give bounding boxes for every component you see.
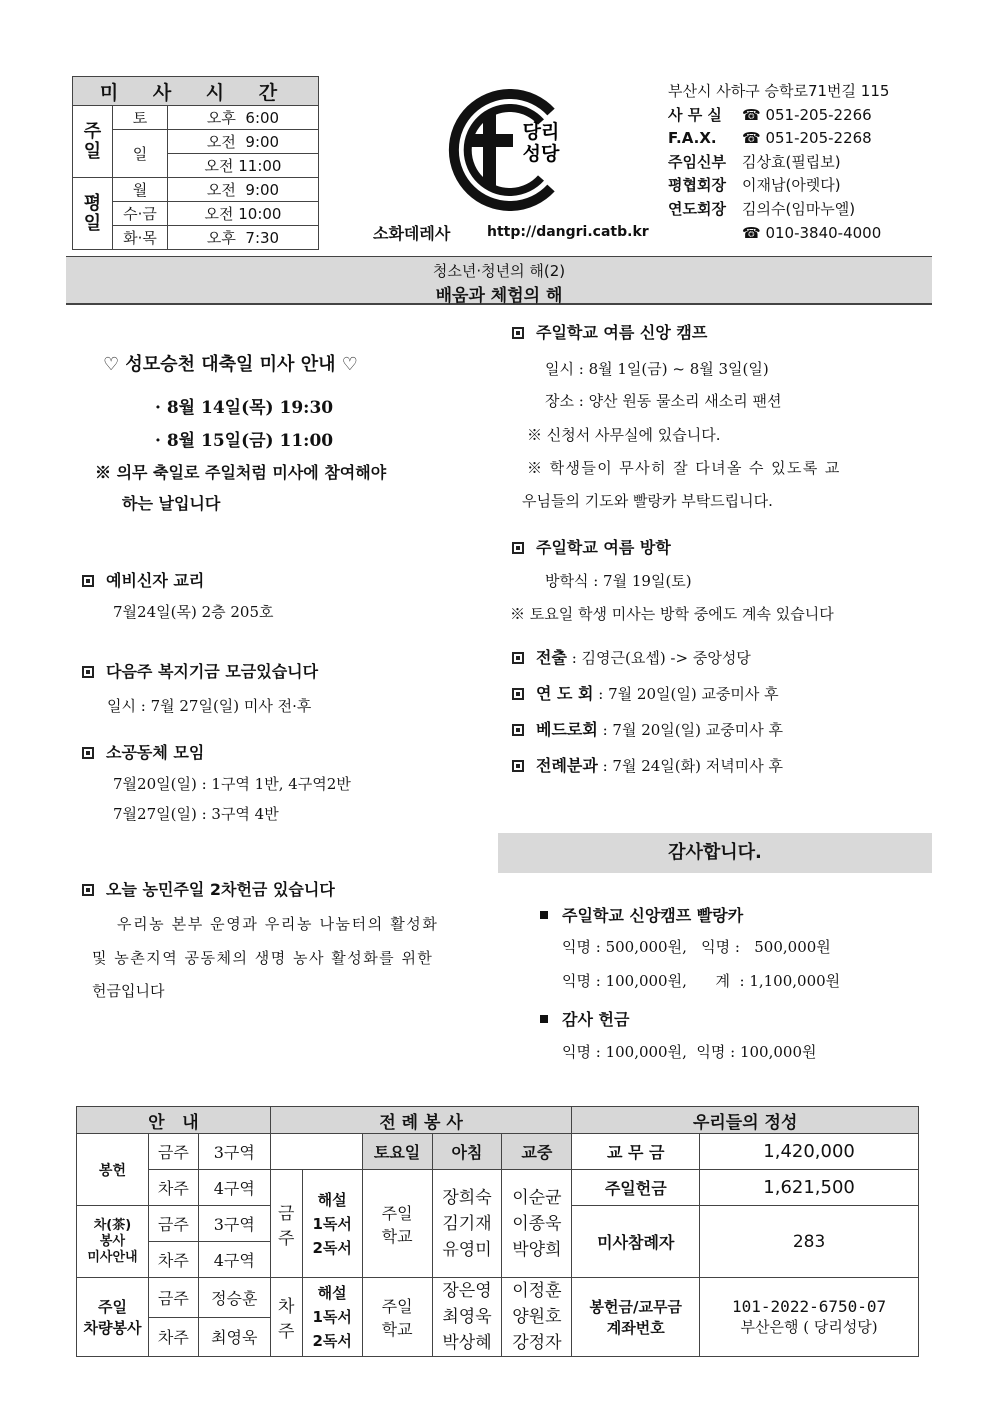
cross-c-logo-icon [433,84,573,216]
day-cell: 월 [113,178,168,202]
time-cell: 오전 11:00 [168,154,319,178]
small-community-heading [82,740,204,763]
guide-this-value: 3구역 [198,1134,270,1170]
vacation-heading [512,535,671,558]
small-community-line1: 7월20일(일) : 1구역 1반, 4구역2반 [113,775,351,793]
yeondo-name: 김의수(임마누엘) [742,199,856,218]
account-label: 봉헌금/교무금 계좌번호 [572,1278,700,1357]
camp-note3: 우님들의 기도와 빨랑카 부탁드립니다. [522,492,773,510]
mass-times-table [72,76,319,250]
office-phone: ☎ 051-205-2266 [742,105,872,124]
guide-this: 금주 [148,1134,198,1170]
assumption-item2: · 8월 15일(금) 11:00 [155,431,334,451]
catechumen-title: 예비신자 교리 [106,571,205,590]
welfare-heading [82,659,318,682]
banner-line1: 청소년·청년의 해(2) [432,262,566,280]
account-info [700,1278,919,1357]
logo-text-2: 성당 [522,143,560,165]
camp-heading [512,320,707,343]
transfer-text: : 김영근(요셉) -> 중앙성당 [566,649,751,667]
square-bullet-icon [512,542,524,554]
liturgy-row [512,753,783,776]
this-week-main: 이순균 이종욱 박양희 [502,1170,572,1278]
theme-banner [66,256,932,305]
website-link[interactable]: http://dangri.catb.kr [487,224,649,240]
logo-text-1: 당리 [522,121,560,143]
square-bullet-icon [82,575,94,587]
farmers-line1: 우리농 본부 운영과 우리농 나눔터의 활성화 [117,915,439,933]
address: 부산시 사하구 승학로71번길 115 [668,82,890,100]
guide-next: 차주 [148,1170,198,1206]
thanks-camp-heading [540,903,743,926]
guide-next-value: 최영욱 [198,1317,270,1357]
yeondo-text: : 7월 20일(일) 교중미사 후 [593,685,779,703]
camp-title: 주일학교 여름 신앙 캠프 [536,323,708,342]
farmers-line3: 헌금입니다 [92,982,165,1000]
camp-date: 일시 : 8월 1일(금) ~ 8월 3일(일) [545,360,769,378]
thanks-camp-title: 주일학교 신앙캠프 빨랑카 [562,906,744,925]
account-number: 101-2022-6750-07 [732,1297,887,1316]
this-week-morning: 장희숙 김기재 유영미 [432,1170,502,1278]
banner-line2: 배움과 체험의 해 [435,286,563,306]
catechumen-text: 7월24일(목) 2층 205호 [113,603,274,621]
small-community-line2: 7월27일(일) : 3구역 4반 [113,805,279,823]
time-cell: 오후 6:00 [168,106,319,130]
guide-vehicle-label: 주일 차량봉사 [77,1278,149,1357]
square-bullet-icon [512,724,524,736]
this-week-roles: 해설 1독서 2독서 [302,1170,362,1278]
guide-next-value: 4구역 [198,1170,270,1206]
offering-label: 교 무 금 [572,1134,700,1170]
council-name: 이재남(아렛다) [742,176,841,195]
liturgy-header: 전 례 봉 사 [270,1107,572,1134]
transfer-title: 전출 [536,648,567,667]
time-cell: 오전 9:00 [168,130,319,154]
offering-value: 1,621,500 [700,1170,919,1206]
guide-header: 안 내 [77,1107,271,1134]
farmers-title: 오늘 농민주일 2차헌금 있습니다 [106,880,335,899]
guide-offering-label: 봉헌 [77,1134,149,1206]
guide-this: 금주 [148,1278,198,1318]
welfare-text: 일시 : 7월 27일(일) 미사 전·후 [107,697,312,715]
thanks-camp-line2: 익명 : 100,000원, 계 : 1,100,000원 [562,972,841,990]
black-square-bullet-icon [540,1015,548,1023]
thanks-offering-line: 익명 : 100,000원, 익명 : 100,000원 [562,1043,817,1061]
next-week-main: 이정훈 양원호 강정자 [502,1278,572,1357]
offering-value: 283 [700,1206,919,1278]
assumption-note1: ※ 의무 축일로 주일처럼 미사에 참여해야 [95,463,387,482]
yeondo-label: 연도회장 [668,199,726,218]
liturgy-title: 전례분과 [536,756,598,775]
patron-saint: 소화데레사 [373,224,451,243]
guide-next-value: 4구역 [198,1242,270,1278]
small-community-title: 소공동체 모임 [106,743,205,762]
square-bullet-icon [82,666,94,678]
sunday-label: 주 일 [73,106,113,178]
farmers-line2: 및 농촌지역 공동체의 생명 농사 활성화를 위한 [92,949,434,967]
peter-title: 베드로회 [536,720,598,739]
col-saturday: 토요일 [362,1134,432,1170]
next-week-label: 차 주 [270,1278,302,1357]
day-cell: 수·금 [113,202,168,226]
assumption-note2: 하는 날입니다 [122,494,221,513]
fax-number: ☎ 051-205-2268 [742,129,872,148]
assumption-item1: · 8월 14일(목) 19:30 [155,398,334,418]
time-cell: 오전 9:00 [168,178,319,202]
thanks-title: 감사합니다. [498,833,932,873]
guide-this-value: 3구역 [198,1206,270,1242]
yeondo-phone: ☎ 010-3840-4000 [742,223,882,242]
this-week-label: 금 주 [270,1170,302,1278]
thanks-camp-line1: 익명 : 500,000원, 익명 : 500,000원 [562,938,831,956]
square-bullet-icon [82,747,94,759]
col-main: 교중 [502,1134,572,1170]
square-bullet-icon [512,327,524,339]
col-morning: 아침 [432,1134,502,1170]
guide-this: 금주 [148,1206,198,1242]
peter-text: : 7월 20일(일) 교중미사 후 [597,721,783,739]
camp-note1: ※ 신청서 사무실에 있습니다. [527,426,721,444]
time-cell: 오전 10:00 [168,202,319,226]
catechumen-heading [82,568,204,591]
pastor-name: 김상효(필립보) [742,152,841,171]
farmers-heading [82,877,335,900]
square-bullet-icon [512,652,524,664]
assumption-title: ♡ 성모승천 대축일 미사 안내 ♡ [103,354,358,375]
next-week-roles: 해설 1독서 2독서 [302,1278,362,1357]
day-cell: 토 [113,106,168,130]
church-logo [433,84,573,216]
guide-this-value: 정승훈 [198,1278,270,1318]
account-bank: 부산은행 ( 당리성당) [740,1318,878,1336]
welfare-title: 다음주 복지기금 모금있습니다 [106,662,319,681]
square-bullet-icon [512,688,524,700]
next-week-saturday: 주일 학교 [362,1278,432,1357]
camp-place: 장소 : 양산 원동 물소리 새소리 팬션 [545,392,782,410]
square-bullet-icon [512,760,524,772]
guide-tea-label: 차(茶) 봉사 미사안내 [77,1206,149,1278]
offering-label: 주일헌금 [572,1170,700,1206]
blank-cell [270,1134,362,1170]
square-bullet-icon [82,884,94,896]
day-cell: 화·목 [113,226,168,250]
council-label: 평협회장 [668,176,726,195]
this-week-saturday: 주일 학교 [362,1170,432,1278]
offering-value: 1,420,000 [700,1134,919,1170]
yeondo-row [512,681,779,704]
camp-note2: ※ 학생들이 무사히 잘 다녀올 수 있도록 교 [527,459,841,477]
vacation-line2: ※ 토요일 학생 미사는 방학 중에도 계속 있습니다 [510,605,834,623]
liturgy-text: : 7월 24일(화) 저녁미사 후 [597,757,783,775]
office-info [668,80,889,245]
thanks-offering-title: 감사 헌금 [562,1010,630,1029]
next-week-morning: 장은영 최영욱 박상혜 [432,1278,502,1357]
peter-row [512,717,783,740]
vacation-title: 주일학교 여름 방학 [536,538,671,557]
weekday-label: 평 일 [73,178,113,250]
yeondo-title: 연 도 회 [536,684,594,703]
offering-label: 미사참례자 [572,1206,700,1278]
transfer-row [512,645,751,668]
guide-next: 차주 [148,1317,198,1357]
office-label: 사 무 실 [668,105,722,124]
vacation-line1: 방학식 : 7월 19일(토) [545,572,692,590]
day-cell: 일 [113,130,168,178]
black-square-bullet-icon [540,911,548,919]
guide-next: 차주 [148,1242,198,1278]
fax-label: F.A.X. [668,129,717,148]
time-cell: 오후 7:30 [168,226,319,250]
pastor-label: 주임신부 [668,152,726,171]
bottom-info-table [76,1106,919,1357]
offering-header: 우리들의 정성 [572,1107,919,1134]
thanks-offering-heading [540,1007,629,1030]
mass-times-title: 미 사 시 간 [73,77,319,106]
